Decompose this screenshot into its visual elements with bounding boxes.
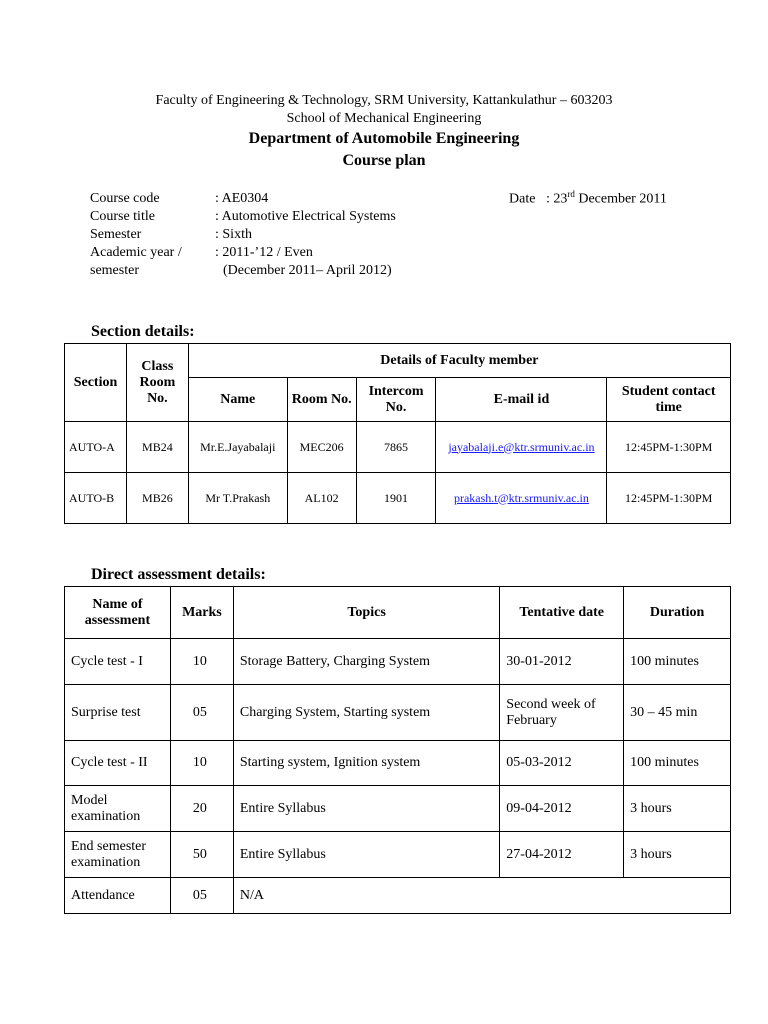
table-row: [65, 685, 731, 741]
date-ordinal: rd: [567, 189, 575, 199]
assessment-name-cell: End semester examination: [65, 832, 171, 878]
header-marks: Marks: [170, 587, 233, 639]
course-date: [509, 189, 667, 208]
academic-year-label: Academic year /: [90, 245, 182, 260]
academic-year-range: (December 2011– April 2012): [223, 263, 392, 278]
contact-time-cell: 12:45PM-1:30PM: [607, 473, 731, 524]
header-room: Room No.: [287, 378, 356, 422]
room-cell: AL102: [287, 473, 356, 524]
duration-cell: 3 hours: [624, 832, 731, 878]
table-row: [65, 639, 731, 685]
header-faculty-details: Details of Faculty member: [188, 344, 730, 378]
header-email: E-mail id: [436, 378, 607, 422]
duration-cell: 100 minutes: [624, 741, 731, 786]
date-cell: Second week of February: [500, 685, 624, 741]
assessment-table: [64, 586, 731, 914]
section-cell: AUTO-A: [65, 422, 127, 473]
header-class-room: Class Room No.: [126, 344, 188, 422]
date-label: Date: [509, 191, 536, 207]
topics-cell: Entire Syllabus: [233, 786, 499, 832]
topics-cell: Starting system, Ignition system: [233, 741, 499, 786]
date-cell: 27-04-2012: [500, 832, 624, 878]
header-faculty-line: Faculty of Engineering & Technology, SRM University, Kattankulathur – 603203: [155, 93, 613, 108]
intercom-cell: 1901: [356, 473, 436, 524]
duration-cell: 3 hours: [624, 786, 731, 832]
course-title-label: Course title: [90, 209, 155, 224]
header-contact-time: Student contact time: [607, 378, 731, 422]
marks-cell: 50: [170, 832, 233, 878]
table-row: [65, 832, 731, 878]
date-value-suffix: December 2011: [574, 191, 667, 207]
class-room-cell: MB24: [126, 422, 188, 473]
room-cell: MEC206: [287, 422, 356, 473]
email-link[interactable]: prakash.t@ktr.srmuniv.ac.in: [453, 490, 589, 505]
faculty-name-cell: Mr.E.Jayabalaji: [188, 422, 287, 473]
email-cell: [436, 473, 607, 524]
date-value-prefix: : 23: [545, 191, 568, 207]
header-section: Section: [65, 344, 127, 422]
header-intercom: Intercom No.: [356, 378, 436, 422]
assessment-details-title: Direct assessment details:: [91, 566, 266, 583]
duration-cell: 30 – 45 min: [624, 685, 731, 741]
header-tentative-date: Tentative date: [500, 587, 624, 639]
date-cell: 09-04-2012: [500, 786, 624, 832]
course-code-label: Course code: [90, 191, 160, 206]
academic-year-value: : 2011-’12 / Even: [215, 245, 313, 260]
header-name: Name: [188, 378, 287, 422]
department-title: Department of Automobile Engineering: [248, 130, 520, 147]
section-details-title: Section details:: [91, 323, 195, 340]
email-link[interactable]: jayabalaji.e@ktr.srmuniv.ac.in: [448, 439, 595, 454]
section-cell: AUTO-B: [65, 473, 127, 524]
email-cell: [436, 422, 607, 473]
assessment-name-cell: Surprise test: [65, 685, 171, 741]
academic-year-label-2: semester: [90, 263, 139, 278]
contact-time-cell: 12:45PM-1:30PM: [607, 422, 731, 473]
duration-cell: 100 minutes: [624, 639, 731, 685]
header-duration: Duration: [624, 587, 731, 639]
marks-cell: 20: [170, 786, 233, 832]
header-topics: Topics: [233, 587, 499, 639]
semester-value: : Sixth: [215, 227, 252, 242]
marks-cell: 10: [170, 639, 233, 685]
course-code-value: : AE0304: [215, 191, 269, 206]
course-title-value: : Automotive Electrical Systems: [215, 209, 396, 224]
assessment-name-cell: Attendance: [65, 878, 171, 914]
table-row: [65, 786, 731, 832]
table-row: [65, 878, 731, 914]
assessment-name-cell: Cycle test - II: [65, 741, 171, 786]
header-assessment-name: Name of assessment: [65, 587, 171, 639]
intercom-cell: 7865: [356, 422, 436, 473]
topics-cell: Storage Battery, Charging System: [233, 639, 499, 685]
marks-cell: 10: [170, 741, 233, 786]
faculty-name-cell: Mr T.Prakash: [188, 473, 287, 524]
assessment-name-cell: Cycle test - I: [65, 639, 171, 685]
topics-cell: N/A: [233, 878, 730, 914]
semester-label: Semester: [90, 227, 142, 242]
section-details-table: [64, 343, 731, 524]
header-school-line: School of Mechanical Engineering: [286, 111, 482, 126]
document-title: Course plan: [342, 152, 426, 169]
class-room-cell: MB26: [126, 473, 188, 524]
table-row: [65, 741, 731, 786]
table-row: [65, 473, 731, 524]
table-row: [65, 422, 731, 473]
date-cell: 05-03-2012: [500, 741, 624, 786]
assessment-name-cell: Model examination: [65, 786, 171, 832]
topics-cell: Entire Syllabus: [233, 832, 499, 878]
date-cell: 30-01-2012: [500, 639, 624, 685]
marks-cell: 05: [170, 685, 233, 741]
topics-cell: Charging System, Starting system: [233, 685, 499, 741]
marks-cell: 05: [170, 878, 233, 914]
